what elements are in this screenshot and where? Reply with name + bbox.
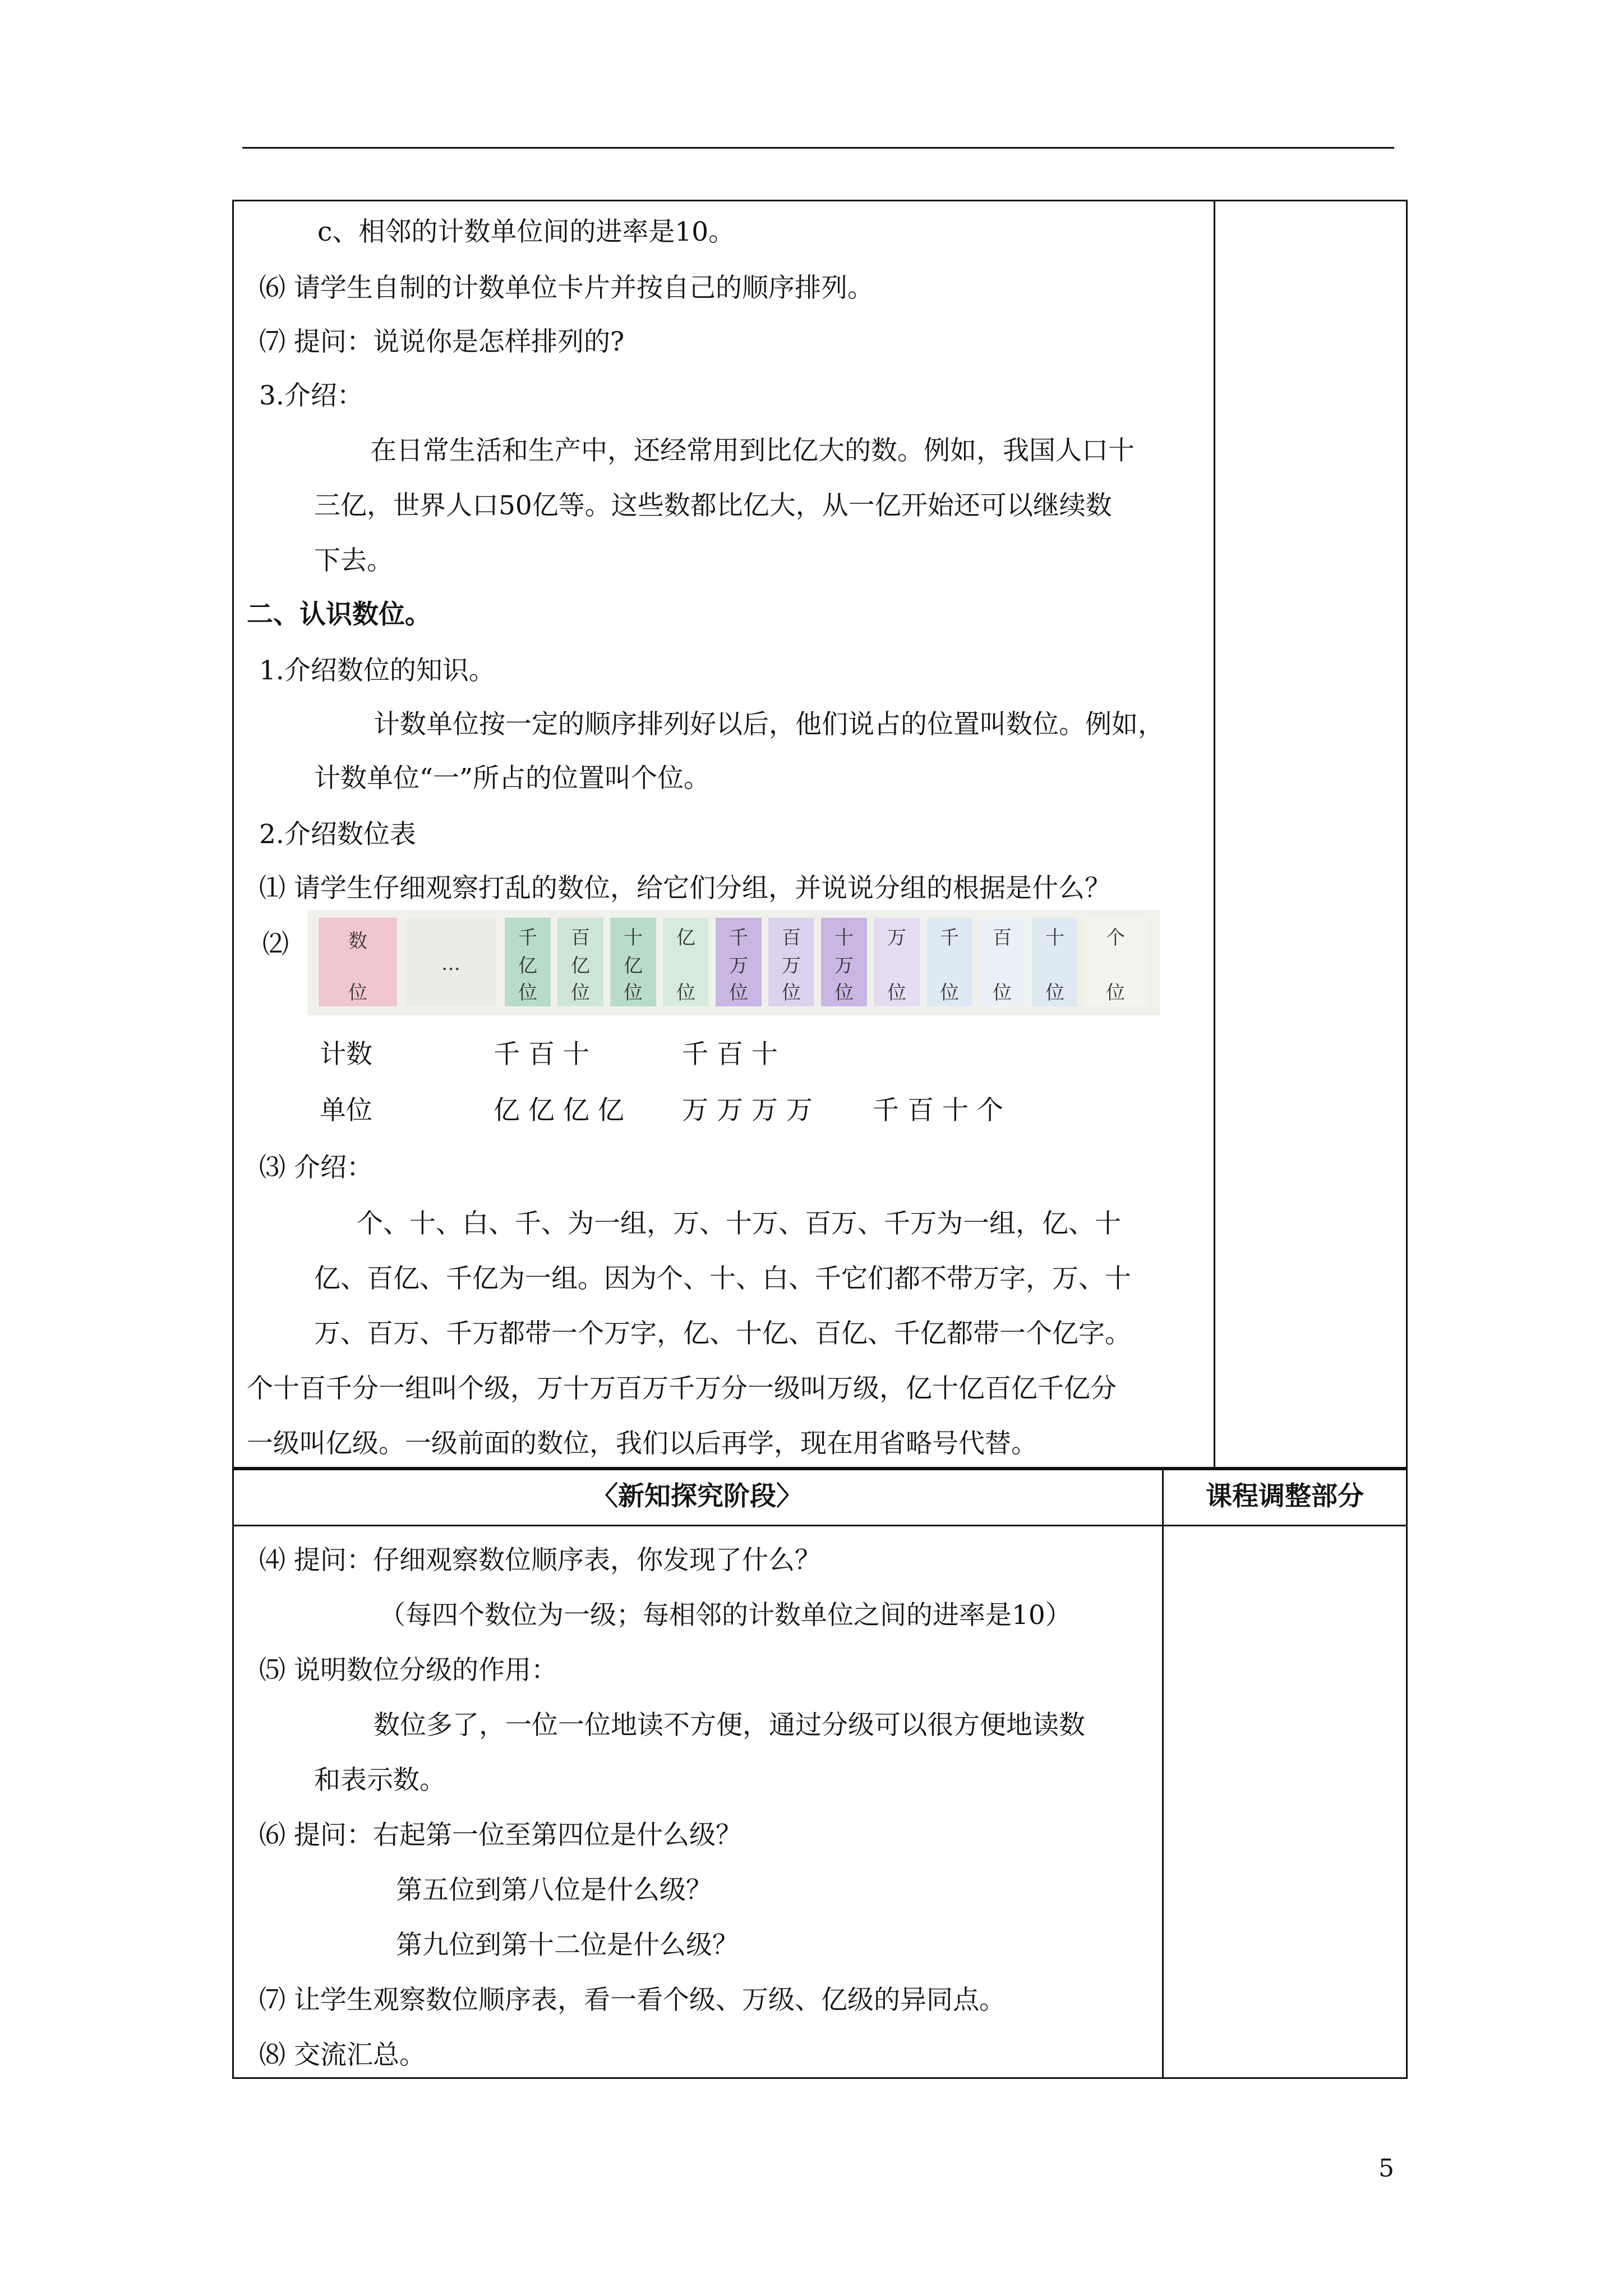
cell-middle: 万 — [782, 955, 801, 977]
cell-top: 十 — [1045, 927, 1064, 949]
units-row1-b: 千 百 十 — [682, 1039, 778, 1070]
text-line: ⑺ 让学生观察数位顺序表，看一看个级、万级、亿级的异同点。 — [259, 1985, 1006, 2016]
text-line: 亿、百亿、千亿为一组。因为个、十、白、千它们都不带万字，万、十 — [314, 1263, 1131, 1294]
adjustment-header: 课程调整部分 — [1206, 1481, 1364, 1512]
header-rule — [242, 147, 1394, 149]
text-line: 计数单位“一”所占的位置叫个位。 — [314, 763, 711, 794]
text-line: 在日常生活和生产中，还经常用到比亿大的数。例如，我国人口十 — [370, 435, 1135, 466]
cell-top: 百 — [993, 927, 1012, 949]
text-line: ⑴ 请学生仔细观察打乱的数位，给它们分组，并说说分组的根据是什么？ — [259, 873, 1111, 904]
page-number: 5 — [1378, 2154, 1394, 2183]
units-label: 计数 — [320, 1039, 372, 1070]
text-line: 第九位到第十二位是什么级？ — [396, 1930, 739, 1961]
text-line: 个、十、白、千、为一组，万、十万、百万、千万为一组，亿、十 — [357, 1208, 1121, 1239]
text-line: 个十百千分一组叫个级，万十万百万千万分一级叫万级，亿十亿百亿千亿分 — [247, 1373, 1117, 1404]
cell-middle: 亿 — [624, 955, 643, 977]
cell-middle: 万 — [729, 955, 748, 977]
cell-bottom: 位 — [782, 982, 801, 1004]
text-line: 数位多了，一位一位地读不方便，通过分级可以很方便地读数 — [374, 1710, 1085, 1741]
cell-middle: 亿 — [571, 955, 590, 977]
cell-bottom: 位 — [348, 982, 367, 1004]
strip-cell-qianwan — [716, 918, 762, 1006]
upper-column-divider — [1214, 200, 1215, 1469]
strip-cell-baiyi — [557, 918, 603, 1006]
text-line: 2.介绍数位表 — [259, 819, 416, 850]
strip-cell-qian — [926, 918, 972, 1006]
text-line: （每四个数位为一级；每相邻的计数单位之间的进率是10） — [379, 1600, 1072, 1631]
cell-bottom: 位 — [729, 982, 748, 1004]
units-row2-b: 万 万 万 万 — [682, 1095, 813, 1126]
strip-cell-wan — [874, 918, 920, 1006]
cell-top: 十 — [624, 927, 643, 949]
text-line: ⑸ 说明数位分级的作用： — [259, 1655, 557, 1686]
text-line: 第五位到第八位是什么级？ — [396, 1875, 712, 1906]
cell-bottom: 位 — [993, 982, 1012, 1004]
text-line: ⑹ 请学生自制的计数单位卡片并按自己的顺序排列。 — [259, 273, 874, 303]
cell-top: 千 — [729, 927, 748, 949]
strip-cell-ge — [1085, 918, 1146, 1006]
cell-bottom: 位 — [624, 982, 643, 1004]
cell-top: 万 — [887, 927, 906, 949]
cell-top: 千 — [940, 927, 959, 949]
cell-bottom: 位 — [834, 982, 854, 1004]
units-row2-a: 亿 亿 亿 亿 — [494, 1095, 624, 1126]
text-line: 一级叫亿级。一级前面的数位，我们以后再学，现在用省略号代替。 — [247, 1428, 1038, 1459]
units-row2-c: 千 百 十 个 — [873, 1095, 1003, 1126]
text-line: ⑶ 介绍： — [259, 1152, 373, 1183]
cell-top: 百 — [782, 927, 801, 949]
cell-top: 千 — [518, 927, 537, 949]
text-line: 和表示数。 — [314, 1765, 446, 1796]
text-line: 1.介绍数位的知识。 — [259, 655, 495, 686]
lower-header-rule — [232, 1525, 1408, 1526]
cell-bottom: 位 — [676, 982, 695, 1004]
cell-top: 个 — [1106, 927, 1125, 949]
text-line: 3.介绍： — [259, 380, 363, 411]
strip-cell-shiwan — [821, 918, 867, 1006]
text-line: 计数单位按一定的顺序排列好以后，他们说占的位置叫数位。例如， — [374, 709, 1164, 740]
lower-column-divider — [1162, 1469, 1164, 2079]
strip-cell-ellipsis — [406, 918, 496, 1006]
cell-middle: … — [441, 953, 460, 975]
cell-bottom: 位 — [1045, 982, 1064, 1004]
text-line: ⑻ 交流汇总。 — [259, 2040, 426, 2070]
cell-top: 十 — [834, 927, 854, 949]
strip-cell-qianyi — [505, 918, 551, 1006]
units-label: 单位 — [320, 1095, 372, 1126]
strip-cell-baiwan — [768, 918, 814, 1006]
cell-middle: 亿 — [518, 955, 537, 977]
strip-cell-shuwei — [319, 918, 397, 1006]
cell-bottom: 位 — [1106, 982, 1125, 1004]
cell-bottom: 位 — [887, 982, 906, 1004]
strip-cell-shiyi — [610, 918, 656, 1006]
cell-top: 百 — [571, 927, 590, 949]
cell-bottom: 位 — [518, 982, 537, 1004]
strip-cell-yi — [663, 918, 709, 1006]
strip-cell-bai — [979, 918, 1025, 1006]
section-heading: 二、认识数位。 — [247, 599, 431, 630]
cell-bottom: 位 — [571, 982, 590, 1004]
text-line: 三亿，世界人口50亿等。这些数都比亿大，从一亿开始还可以继续数 — [314, 490, 1112, 521]
text-line: ⑷ 提问：仔细观察数位顺序表，你发现了什么？ — [259, 1545, 821, 1576]
text-line: ⑵ — [262, 929, 289, 960]
digit-position-strip — [307, 910, 1160, 1015]
text-line: ⑺ 提问：说说你是怎样排列的? — [259, 326, 625, 357]
text-line: c、相邻的计数单位间的进率是10。 — [317, 217, 735, 247]
text-line: 下去。 — [314, 545, 393, 576]
cell-top: 数 — [348, 930, 367, 953]
text-line: ⑹ 提问：右起第一位至第四位是什么级？ — [259, 1820, 742, 1851]
cell-top: 亿 — [676, 927, 695, 949]
units-row1-a: 千 百 十 — [494, 1039, 589, 1070]
stage-header: 〈新知探究阶段〉 — [592, 1481, 803, 1512]
cell-bottom: 位 — [940, 982, 959, 1004]
text-line: 万、百万、千万都带一个万字，亿、十亿、百亿、千亿都带一个亿字。 — [314, 1318, 1131, 1349]
strip-cell-shi — [1032, 918, 1078, 1006]
cell-middle: 万 — [834, 955, 854, 977]
